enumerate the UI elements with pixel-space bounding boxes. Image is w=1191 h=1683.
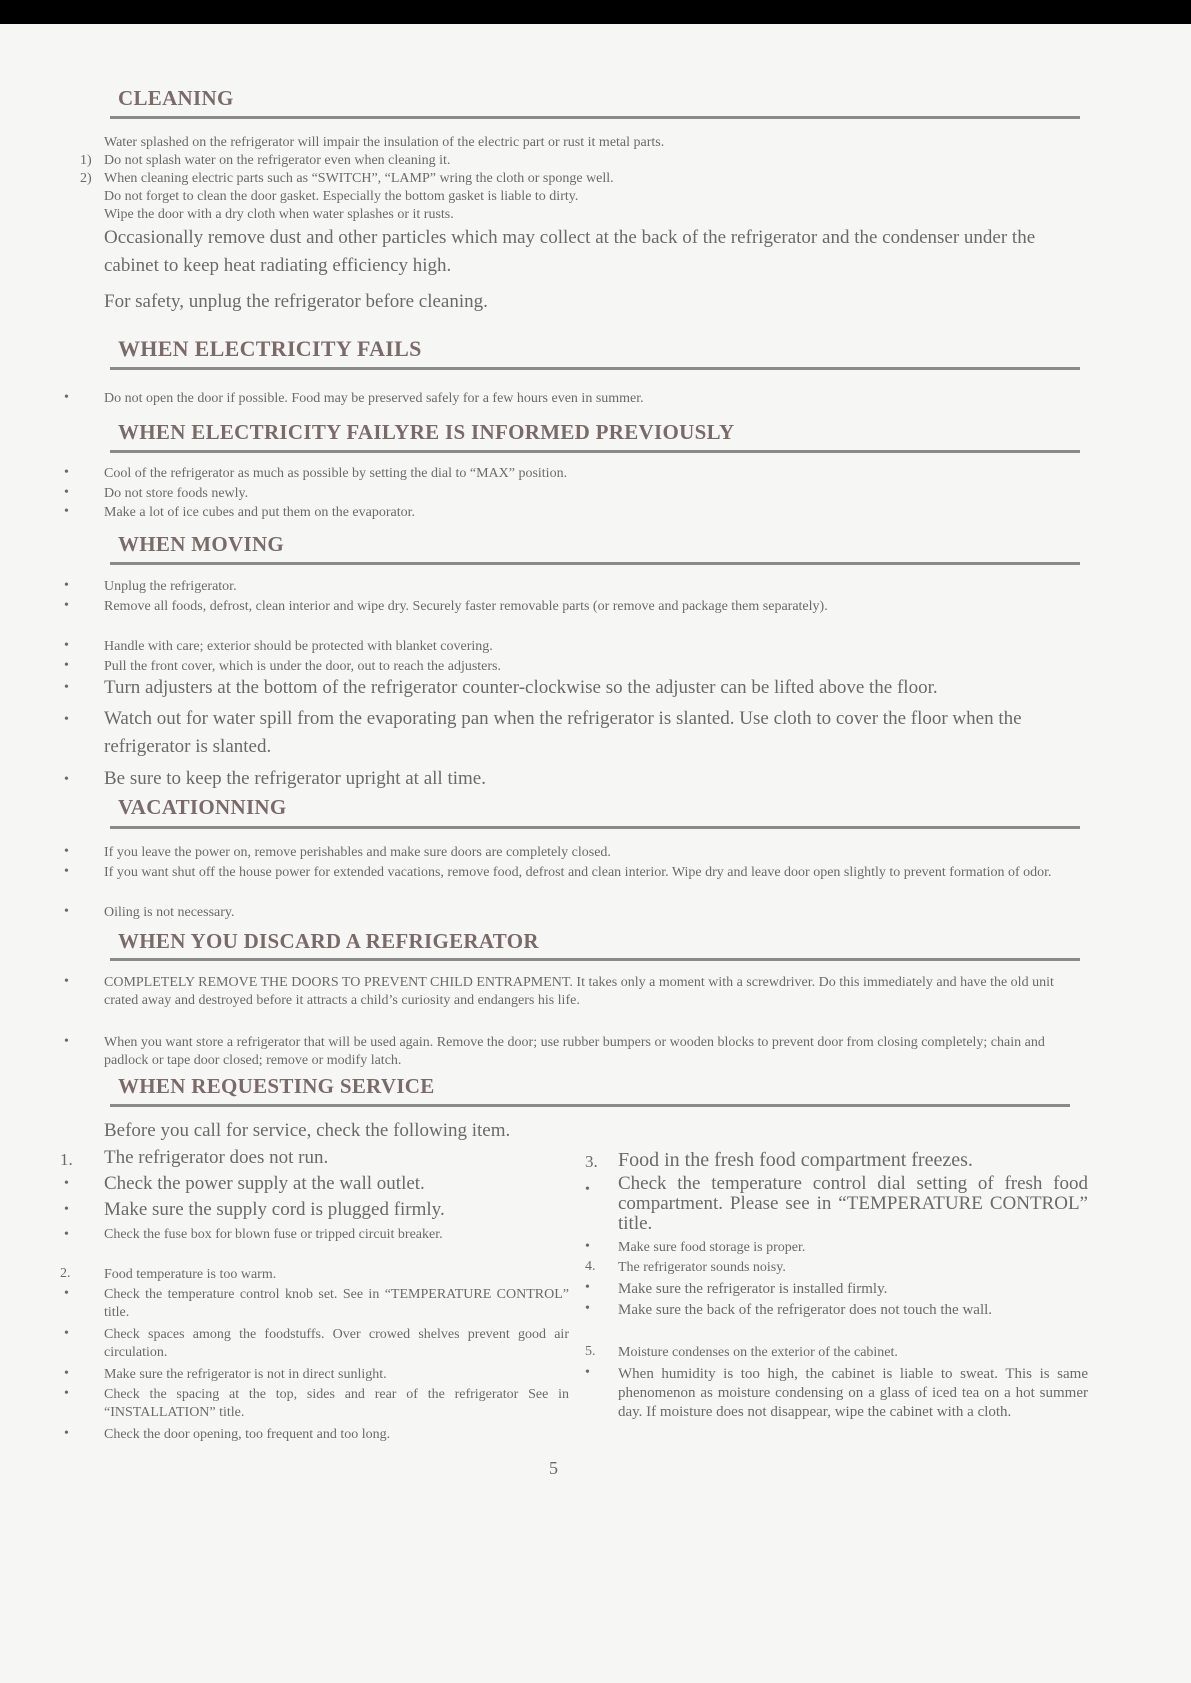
bullet-icon: •	[64, 638, 69, 653]
electricity-fails-text: Do not open the door if possible. Food may be preserved safely for a few hours even in summer.	[104, 391, 644, 406]
informed-item: Cool of the refrigerator as much as possible by setting the dial to “MAX” position.	[104, 466, 568, 481]
service-check: Check the power supply at the wall outlet.	[104, 1173, 425, 1194]
informed-item: Make a lot of ice cubes and put them on the evaporator.	[104, 505, 416, 520]
cleaning-title: CLEANING	[118, 86, 234, 110]
cleaning-dust: Occasionally remove dust and other particles which may collect at the back of the refrigerator and the condenser under the cabinet to keep heat radiating efficiency high.	[104, 227, 1036, 276]
service-num: 4.	[585, 1259, 596, 1274]
service-check: Check the temperature control knob set. See in “TEMPERATURE CONTROL” title.	[104, 1287, 569, 1320]
bullet-icon: •	[64, 1227, 69, 1242]
top-black-bar	[0, 0, 1191, 24]
vacation-item: If you leave the power on, remove perishables and make sure doors are completely closed.	[104, 845, 611, 860]
service-check: Check the temperature control dial setting of fresh food compartment. Please see in “TEMPERATURE CONTROL” title.	[618, 1173, 1088, 1234]
bullet-icon: •	[64, 504, 69, 519]
service-rule	[110, 1104, 1070, 1107]
bullet-icon: •	[64, 485, 69, 500]
vacation-item: If you want shut off the house power for extended vacations, remove food, defrost and clean interior. Wipe dry and leave door open slightly to prevent formation of odor.	[104, 865, 1052, 880]
bullet-icon: •	[64, 1034, 69, 1049]
service-problem: The refrigerator sounds noisy.	[618, 1260, 786, 1275]
service-title: WHEN REQUESTING SERVICE	[118, 1074, 435, 1098]
informed-rule	[110, 450, 1080, 453]
vacation-item: Oiling is not necessary.	[104, 905, 235, 920]
bullet-icon: •	[64, 712, 69, 727]
bullet-icon: •	[64, 1326, 69, 1341]
cleaning-gasket: Do not forget to clean the door gasket. Especially the bottom gasket is liable to dirty.	[104, 189, 579, 204]
bullet-icon: •	[64, 974, 69, 989]
bullet-icon: •	[64, 680, 69, 695]
cleaning-intro: Water splashed on the refrigerator will impair the insulation of the electric part or rust it metal parts.	[104, 135, 665, 150]
service-check: Check spaces among the foodstuffs. Over crowed shelves prevent good air circulation.	[104, 1327, 569, 1360]
informed-title: WHEN ELECTRICITY FAILYRE IS INFORMED PREVIOUSLY	[118, 420, 735, 444]
bullet-icon: •	[64, 1366, 69, 1381]
bullet-icon: •	[64, 465, 69, 480]
bullet-icon: •	[64, 772, 69, 787]
service-problem: Food in the fresh food compartment freezes.	[618, 1149, 973, 1171]
informed-item: Do not store foods newly.	[104, 486, 249, 501]
bullet-icon: •	[585, 1182, 590, 1197]
service-problem: Food temperature is too warm.	[104, 1267, 277, 1282]
moving-title: WHEN MOVING	[118, 532, 285, 556]
bullet-icon: •	[64, 1176, 69, 1191]
electricity-fails-title: WHEN ELECTRICITY FAILS	[118, 336, 422, 361]
service-check: Make sure the refrigerator is not in direct sunlight.	[104, 1367, 387, 1382]
cleaning-rule	[110, 116, 1080, 119]
bullet-icon: •	[64, 658, 69, 673]
cleaning-item1-num: 1)	[80, 153, 92, 168]
service-num: 2.	[60, 1266, 71, 1281]
moving-rule	[110, 562, 1080, 565]
moving-item: Watch out for water spill from the evaporating pan when the refrigerator is slanted. Use cloth to cover the floor when the refrigerator is slanted.	[104, 708, 1022, 757]
cleaning-item2-num: 2)	[80, 171, 92, 186]
moving-item: Remove all foods, defrost, clean interior and wipe dry. Securely faster removable parts (or remove and package them separately).	[104, 599, 828, 614]
bullet-icon: •	[585, 1365, 590, 1380]
bullet-icon: •	[64, 1386, 69, 1401]
page-number: 5	[549, 1458, 558, 1478]
service-num: 1.	[60, 1150, 73, 1169]
discard-item: When you want store a refrigerator that will be used again. Remove the door; use rubber bumpers or wooden blocks to prevent door from closing completely; chain and padlock or tape door closed; remove or modify latch.	[104, 1035, 1045, 1068]
service-num: 3.	[585, 1152, 598, 1171]
service-check: Check the fuse box for blown fuse or tripped circuit breaker.	[104, 1227, 443, 1242]
cleaning-item1: Do not splash water on the refrigerator even when cleaning it.	[104, 153, 451, 168]
moving-item: Unplug the refrigerator.	[104, 579, 237, 594]
electricity-fails-rule	[110, 367, 1080, 370]
bullet-icon: •	[64, 1426, 69, 1441]
service-problem: The refrigerator does not run.	[104, 1147, 329, 1168]
bullet-icon: •	[64, 844, 69, 859]
discard-item: COMPLETELY REMOVE THE DOORS TO PREVENT CHILD ENTRAPMENT. It takes only a moment with a screwdriver. Do this immediately and have the old unit crated away and destroyed before it attracts a child’s curiosity and endangers his life.	[104, 975, 1054, 1008]
service-check: Make sure food storage is proper.	[618, 1240, 806, 1255]
vacation-rule	[110, 826, 1080, 829]
bullet-icon: •	[585, 1301, 590, 1316]
moving-item: Handle with care; exterior should be protected with blanket covering.	[104, 639, 493, 654]
moving-item: Be sure to keep the refrigerator upright at all time.	[104, 768, 486, 789]
cleaning-wipe: Wipe the door with a dry cloth when water splashes or it rusts.	[104, 207, 454, 222]
manual-page	[0, 24, 1191, 1683]
bullet-icon: •	[64, 864, 69, 879]
vacation-title: VACATIONNING	[118, 795, 287, 819]
service-check: Make sure the refrigerator is installed firmly.	[618, 1281, 888, 1297]
bullet-icon: •	[585, 1280, 590, 1295]
bullet-icon: •	[64, 1202, 69, 1217]
service-check: Make sure the supply cord is plugged firmly.	[104, 1199, 445, 1220]
discard-title: WHEN YOU DISCARD A REFRIGERATOR	[118, 929, 539, 953]
moving-item: Turn adjusters at the bottom of the refrigerator counter-clockwise so the adjuster can be lifted above the floor.	[104, 677, 938, 698]
cleaning-safety: For safety, unplug the refrigerator before cleaning.	[104, 291, 488, 312]
bullet-icon: •	[64, 598, 69, 613]
bullet-icon: •	[64, 904, 69, 919]
service-check: When humidity is too high, the cabinet is liable to sweat. This is same phenomenon as moisture condensing on a glass of iced tea on a hot summer day. If moisture does not disappear, wipe the cabinet with a cloth.	[618, 1366, 1088, 1420]
cleaning-item2: When cleaning electric parts such as “SWITCH”, “LAMP” wring the cloth or sponge well.	[104, 171, 614, 186]
bullet-icon: •	[585, 1239, 590, 1254]
service-num: 5.	[585, 1344, 596, 1359]
service-check: Make sure the back of the refrigerator does not touch the wall.	[618, 1302, 993, 1318]
discard-rule	[110, 958, 1080, 961]
service-check: Check the door opening, too frequent and too long.	[104, 1427, 391, 1442]
moving-item: Pull the front cover, which is under the door, out to reach the adjusters.	[104, 659, 501, 674]
service-problem: Moisture condenses on the exterior of the cabinet.	[618, 1345, 898, 1360]
bullet-icon: •	[64, 390, 69, 405]
service-check: Check the spacing at the top, sides and rear of the refrigerator See in “INSTALLATION” title.	[104, 1387, 569, 1420]
bullet-icon: •	[64, 1286, 69, 1301]
service-intro: Before you call for service, check the following item.	[104, 1120, 511, 1141]
bullet-icon: •	[64, 578, 69, 593]
